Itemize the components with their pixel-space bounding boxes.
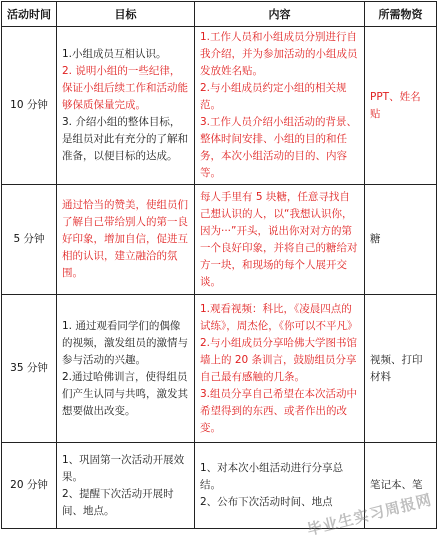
goal-item: 通过恰当的赞美，使组员们了解自己带给别人的第一良好印象，增加自信，促进互相的认识，建立融洽的氛围。 <box>62 197 189 282</box>
goals-cell <box>57 295 195 443</box>
content-cell <box>195 185 365 295</box>
materials-cell: 视频、打印材料 <box>365 295 437 443</box>
header-goals: 目标 <box>57 2 195 27</box>
table-row <box>2 295 437 443</box>
materials-cell: 笔记本、笔 <box>365 443 437 529</box>
time-cell: 35 分钟 <box>2 295 57 443</box>
goal-item: 1、巩固第一次活动开展效果。 <box>62 452 189 486</box>
materials-cell: PPT、姓名贴 <box>365 27 437 185</box>
table-row <box>2 185 437 295</box>
table-row <box>2 27 437 185</box>
content-cell <box>195 27 365 185</box>
content-cell <box>195 295 365 443</box>
header-time: 活动时间 <box>2 2 57 27</box>
content-item: 2.与小组成员约定小组的相关规范。 <box>200 80 359 114</box>
content-item: 3.工作人员介绍小组活动的背景、整体时间安排、小组的目的和任务，本次小组活动的目的、内容等。 <box>200 114 359 182</box>
content-item: 2、公布下次活动时间、地点 <box>200 494 359 511</box>
goal-item: 3. 介绍小组的整体目标，是组员对此有充分的了解和准备，以便目标的达成。 <box>62 114 189 165</box>
time-cell: 5 分钟 <box>2 185 57 295</box>
activity-plan-table <box>1 1 437 529</box>
content-item: 1、对本次小组活动进行分享总结。 <box>200 460 359 494</box>
goal-item: 1.小组成员互相认识。 <box>62 46 189 63</box>
materials-cell: 糖 <box>365 185 437 295</box>
header-content: 内容 <box>195 2 365 27</box>
content-item: 3.组员分享自己希望在本次活动中希望得到的东西、或者作出的改变。 <box>200 386 359 437</box>
goal-item: 2. 说明小组的一些纪律，保证小组后续工作和活动能够保质保量完成。 <box>62 63 189 114</box>
content-item: 1.观看视频：科比，《凌晨四点的试练》，周杰伦，《你可以不平凡》 <box>200 301 359 335</box>
time-cell: 20 分钟 <box>2 443 57 529</box>
goals-cell <box>57 443 195 529</box>
content-item: 2.与小组成员分享哈佛大学图书馆墙上的 20 条训言，鼓励组员分享自己最有感触的几条。 <box>200 335 359 386</box>
content-item: 1.工作人员和小组成员分别进行自我介绍，并为参加活动的小组成员发放姓名贴。 <box>200 29 359 80</box>
goal-item: 2、提醒下次活动开展时间、地点。 <box>62 486 189 520</box>
goal-item: 1. 通过观看同学们的偶像的视频，激发组员的激情与参与活动的兴趣。 <box>62 318 189 369</box>
goal-item: 2.通过哈佛训言，使得组员们产生认同与共鸣，激发其想要做出改变。 <box>62 369 189 420</box>
content-item: 每人手里有 5 块糖，任意寻找自己想认识的人，以“我想认识你，因为···”开头，说出你对对方的第一个良好印象，并将自己的糖给对方一块，和现场的每个人展开交谈。 <box>200 189 359 291</box>
goals-cell <box>57 27 195 185</box>
header-row <box>2 2 437 27</box>
time-cell: 10 分钟 <box>2 27 57 185</box>
header-materials: 所需物资 <box>365 2 437 27</box>
goals-cell <box>57 185 195 295</box>
